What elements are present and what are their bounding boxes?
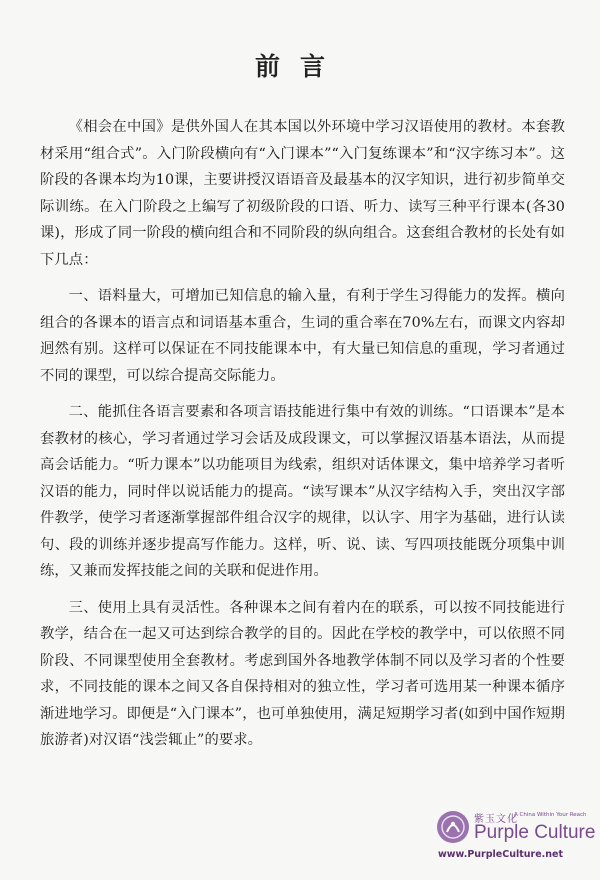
watermark-english-name: Purple Culture [474, 822, 596, 843]
preface-body [40, 114, 565, 762]
watermark-chinese-name: 紫玉文化 [474, 814, 518, 825]
purple-culture-logo-icon [436, 810, 470, 844]
watermark-url: www.PurpleCulture.net [438, 849, 564, 860]
paragraph-point-one: 一、语料量大，可增加已知信息的输入量，有利于学生习得能力的发挥。横向组合的各课本的语言点和词语基本重合，生词的重合率在70%左右，而课文内容却迥然有别。这样可以保证在不同技能课本中，有大量已知信息的重现，学习者通过不同的课型，可以综合提高交际能力。 [40, 288, 565, 384]
paragraph-point-three: 三、使用上具有灵活性。各种课本之间有着内在的联系，可以按不同技能进行教学，结合在一起又可达到综合教学的目的。因此在学校的教学中，可以依照不同阶段、不同课型使用全套教材。考虑到国外各地教学体制不同以及学习者的个性要求，不同技能的课本之间又各自保持相对的独立性，学习者可选用某一种课本循序渐进地学习。即便是“入门课本”，也可单独使用，满足短期学习者(如到中国作短期旅游者)对汉语“浅尝辄止”的要求。 [40, 599, 565, 748]
page-title: 前言 [254, 51, 345, 81]
paragraph-intro: 《相会在中国》是供外国人在其本国以外环境中学习汉语使用的教材。本套教材采用“组合式”。入门阶段横向有“入门课本”“入门复练课本”和“汉字练习本”。这阶段的各课本均为10课，主要讲授汉语语音及最基本的汉字知识，进行初步简单交际训练。在入门阶段之上编写了初级阶段的口语、听力、读写三种平行课本(各30课)，形成了同一阶段的横向组合和不同阶段的纵向组合。这套组合教材的长处有如下几点： [40, 119, 565, 268]
watermark-tagline: A China Within Your Reach [514, 812, 587, 818]
paragraph-point-two: 二、能抓住各语言要素和各项言语技能进行集中有效的训练。“口语课本”是本套教材的核心，学习者通过学习会话及成段课文，可以掌握汉语基本语法，从而提高会话能力。“听力课本”以功能项目为线索，组织对话体课文，集中培养学习者听汉语的能力，同时伴以说话能力的提高。“读写课本”从汉字结构入手，突出汉字部件教学，使学习者逐渐掌握部件组合汉字的规律，以认字、用字为基础，进行认读句、段的训练并逐步提高写作能力。这样，听、说、读、写四项技能既分项集中训练，又兼而发挥技能之间的关联和促进作用。 [40, 404, 565, 579]
purple-culture-watermark [436, 808, 596, 868]
